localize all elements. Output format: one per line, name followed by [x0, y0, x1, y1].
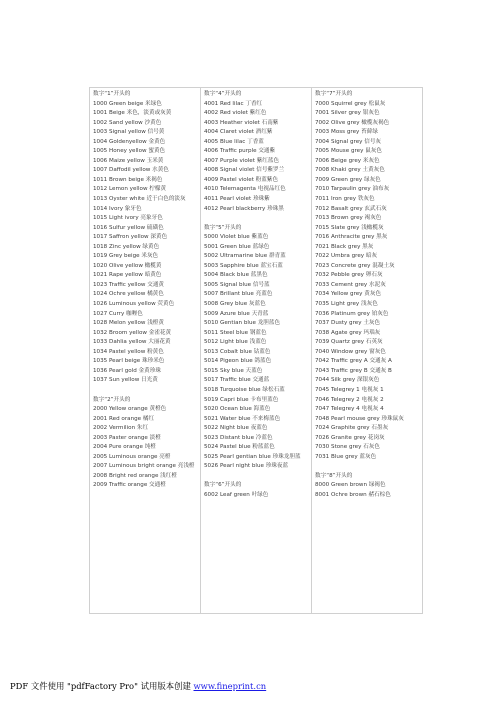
color-entry: 5001 Green blue 蓝绿色 — [204, 243, 270, 250]
color-entry: 4009 Pastel violet 粉蓝紫色 — [204, 176, 279, 183]
section-heading: 数字“8”开头的 — [315, 472, 353, 479]
section-heading: 数字“6”开头的 — [204, 482, 242, 489]
color-entry: 7042 Traffic grey A 交通灰 A — [315, 358, 392, 365]
color-entry: 7040 Window grey 窗灰色 — [315, 348, 386, 355]
color-entry: 1034 Pastel yellow 粉黄色 — [93, 348, 164, 355]
color-entry: 4004 Claret violet 酒红紫 — [204, 129, 273, 136]
color-entry: 5024 Pastel blue 粉蓝蓝色 — [204, 444, 275, 451]
color-entry: 5021 Water blue 不来梅蓝色 — [204, 415, 281, 422]
color-entry: 1001 Beige 米色，淡黄或灰黄 — [93, 110, 172, 117]
color-entry: 5026 Pearl night blue 珍珠夜蓝 — [204, 463, 289, 470]
color-entry: 5019 Capri blue 卡布里蓝色 — [204, 396, 279, 403]
section-heading: 数字“7”开头的 — [315, 91, 353, 97]
color-entry: 1033 Dahlia yellow 大丽花黄 — [93, 339, 171, 346]
color-entry: 2007 Luminous bright orange 亮浅橙 — [93, 463, 195, 470]
color-entry: 7000 Squirrel grey 松鼠灰 — [315, 100, 386, 107]
color-entry: 5014 Pigeon blue 鸽蓝色 — [204, 358, 272, 365]
color-entry: 1007 Daffodil yellow 水黄色 — [93, 167, 169, 174]
color-code-table — [89, 87, 423, 614]
color-entry: 7033 Cement grey 水泥灰 — [315, 281, 386, 288]
color-entry: 5020 Ocean blue 海蓝色 — [204, 406, 271, 413]
color-entry: 4010 Telemagenta 电视品红色 — [204, 186, 286, 193]
color-entry: 5000 Violet blue 紫蓝色 — [204, 234, 269, 241]
color-entry: 7008 Khaki grey 土黄灰色 — [315, 167, 385, 174]
color-entry: 7015 Slate grey 浅橄榄灰 — [315, 224, 384, 231]
color-entry: 5009 Azure blue 天青蓝 — [204, 310, 269, 317]
section-heading: 数字“2”开头的 — [93, 396, 131, 403]
color-entry: 2009 Traffic orange 交通橙 — [93, 482, 166, 489]
color-entry: 7006 Beige grey 米灰色 — [315, 157, 380, 164]
color-entry: 1013 Oyster white 近于白色的淡灰 — [93, 196, 186, 203]
color-entry: 7038 Agate grey 玛瑙灰 — [315, 329, 381, 336]
section-heading: 数字“4”开头的 — [204, 91, 242, 97]
footer-text: PDF 文件使用 "pdfFactory Pro" 试用版本创建 — [10, 681, 194, 691]
color-entry: 5012 Light blue 浅蓝色 — [204, 339, 267, 346]
color-entry: 8001 Ochre brown 赭石棕色 — [315, 491, 391, 498]
color-entry: 7001 Silver grey 银灰色 — [315, 110, 380, 117]
footer-link[interactable]: www.fineprint.cn — [193, 681, 267, 691]
color-entry: 5017 Traffic blue 交通蓝 — [204, 377, 270, 384]
color-entry: 5018 Turquoise blue 绿松石蓝 — [204, 386, 285, 393]
color-entry: 5003 Sapphire blue 蓝宝石蓝 — [204, 262, 283, 269]
color-entry: 1003 Signal yellow 信号黄 — [93, 129, 165, 136]
color-entry: 5010 Gentian blue 龙胆蓝色 — [204, 320, 281, 327]
color-entry: 1016 Sulfur yellow 硫磺色 — [93, 224, 164, 231]
color-entry: 2001 Red orange 橘红 — [93, 415, 155, 422]
color-entry: 7030 Stone grey 石灰色 — [315, 444, 380, 451]
color-entry: 5005 Signal blue 信号蓝 — [204, 281, 270, 288]
color-entry: 7045 Telegrey 1 电视灰 1 — [315, 386, 384, 393]
color-entry: 1005 Honey yellow 蜜黄色 — [93, 148, 166, 155]
color-entry: 7046 Telegrey 2 电视灰 2 — [315, 396, 384, 403]
color-entry: 1019 Grey beige 米灰色 — [93, 253, 159, 260]
color-entry: 7010 Tarpaulin grey 油布灰 — [315, 186, 390, 193]
color-entry: 1006 Maize yellow 玉米黄 — [93, 157, 164, 164]
color-entry: 7021 Black grey 黑灰 — [315, 243, 374, 250]
color-entry: 1037 Sun yellow 日光黄 — [93, 377, 158, 384]
color-entry: 5002 Ultramarine blue 群青蓝 — [204, 253, 286, 260]
pdf-footer — [10, 680, 266, 692]
color-entry: 7032 Pebble grey 卵石灰 — [315, 272, 383, 279]
spacer — [315, 462, 420, 472]
color-entry: 4008 Signal violet 信号紫罗兰 — [204, 167, 285, 174]
spacer — [204, 214, 309, 224]
color-entry: 7005 Mouse grey 鼠灰色 — [315, 148, 382, 155]
color-entry: 7004 Signal grey 信号灰 — [315, 138, 382, 145]
spacer — [93, 386, 198, 396]
color-entry: 2000 Yellow orange 黄橙色 — [93, 406, 167, 413]
color-entry: 5015 Sky blue 天蓝色 — [204, 367, 263, 374]
color-entry: 4001 Red lilac 丁香红 — [204, 100, 263, 107]
color-entry: 4011 Pearl violet 珍珠紫 — [204, 196, 270, 203]
color-entry: 1015 Light ivory 亮象牙色 — [93, 215, 163, 222]
color-entry: 4012 Pearl blackberry 珍珠黑 — [204, 205, 284, 212]
color-entry: 5022 Night blue 夜蓝色 — [204, 425, 268, 432]
color-entry: 4003 Heather violet 石南紫 — [204, 119, 279, 126]
color-entry: 2004 Pure orange 纯橙 — [93, 444, 156, 451]
color-entry: 5011 Steel blue 钢蓝色 — [204, 329, 267, 336]
color-entry: 7023 Concrete grey 混凝土灰 — [315, 262, 395, 269]
color-entry: 4007 Purple violet 紫红蓝色 — [204, 157, 280, 164]
table-column-1 — [90, 88, 201, 613]
color-entry: 7002 Olive grey 橄榄灰褐色 — [315, 119, 390, 126]
color-entry: 2003 Paster orange 淡橙 — [93, 434, 161, 441]
color-entry: 7031 Blue grey 蓝灰色 — [315, 453, 377, 460]
color-entry: 1021 Rape yellow 暗黄色 — [93, 272, 162, 279]
color-entry: 7026 Granite grey 花岗灰 — [315, 434, 385, 441]
color-entry: 4006 Traffic purple 交通紫 — [204, 148, 276, 155]
color-entry: 5023 Distant blue 冷蓝色 — [204, 434, 273, 441]
color-entry: 5008 Grey blue 灰蓝色 — [204, 301, 266, 308]
color-entry: 1036 Pearl gold 金黄珍珠 — [93, 367, 161, 374]
color-entry: 1017 Saffron yellow 深黄色 — [93, 234, 168, 241]
color-entry: 1002 Sand yellow 沙黄色 — [93, 119, 162, 126]
color-entry: 7047 Telegrey 4 电视灰 4 — [315, 406, 384, 413]
color-entry: 7035 Light grey 浅灰色 — [315, 301, 378, 308]
color-entry: 7044 Silk grey 深银灰色 — [315, 377, 380, 384]
color-entry: 1027 Curry 咖喱色 — [93, 310, 143, 317]
color-entry: 7043 Traffic grey B 交通灰 B — [315, 367, 392, 374]
color-entry: 7048 Pearl mouse grey 珍珠鼠灰 — [315, 415, 404, 422]
color-entry: 1000 Green beige 米绿色 — [93, 100, 162, 107]
color-entry: 7013 Brown grey 褐灰色 — [315, 215, 382, 222]
color-entry: 1023 Traffic yellow 交通黄 — [93, 281, 165, 288]
color-entry: 1028 Melon yellow 浅橙黄 — [93, 320, 164, 327]
color-entry: 7012 Basalt grey 玄武石灰 — [315, 205, 387, 212]
spacer — [204, 472, 309, 482]
color-entry: 7022 Umbra grey 暗灰 — [315, 253, 378, 260]
color-entry: 7037 Dusty grey 土灰色 — [315, 320, 381, 327]
color-entry: 7011 Iron grey 铁灰色 — [315, 196, 375, 203]
color-entry: 1014 Ivory 象牙色 — [93, 205, 142, 212]
color-entry: 7009 Green grey 绿灰色 — [315, 176, 381, 183]
color-entry: 7024 Graphite grey 石墨灰 — [315, 425, 389, 432]
color-entry: 1011 Brown beige 米褐色 — [93, 176, 163, 183]
color-entry: 7016 Anthracite grey 黑灰 — [315, 234, 388, 241]
color-entry: 4005 Blue lilac 丁香蓝 — [204, 138, 264, 145]
color-entry: 1026 Luminous yellow 荧黄色 — [93, 301, 175, 308]
color-entry: 5025 Pearl gentian blue 珍珠龙胆蓝 — [204, 453, 301, 460]
color-entry: 6002 Leaf green 叶绿色 — [204, 491, 269, 498]
color-entry: 1018 Zinc yellow 绿黄色 — [93, 243, 160, 250]
color-entry: 7003 Moss grey 苔藓绿 — [315, 129, 378, 136]
color-entry: 5004 Black blue 蓝黑色 — [204, 272, 268, 279]
table-column-3 — [312, 88, 423, 613]
section-heading: 数字“1”开头的 — [93, 91, 131, 97]
color-entry: 1035 Pearl beige 珠珍米色 — [93, 358, 165, 365]
color-entry: 1032 Broom yellow 金雀花黄 — [93, 329, 172, 336]
color-entry: 1012 Lemon yellow 柠檬黄 — [93, 186, 167, 193]
color-entry: 8000 Green brown 绿褐色 — [315, 482, 386, 489]
color-entry: 7034 Yellow grey 黄灰色 — [315, 291, 382, 298]
color-entry: 7039 Quartz grey 石英灰 — [315, 339, 383, 346]
color-entry: 1020 Olive yellow 橄榄黄 — [93, 262, 162, 269]
color-entry: 1004 Goldenyellow 金黄色 — [93, 138, 166, 145]
color-entry: 1024 Ochre yellow 橘黄色 — [93, 291, 164, 298]
color-entry: 7036 Platinum grey 铂灰色 — [315, 310, 389, 317]
color-entry: 2005 Luminous orange 亮橙 — [93, 453, 171, 460]
color-entry: 5007 Brillant blue 亮蓝色 — [204, 291, 273, 298]
color-entry: 2002 Vermilion 朱红 — [93, 425, 149, 432]
table-column-2 — [201, 88, 312, 613]
color-entry: 4002 Red violet 紫红色 — [204, 110, 267, 117]
section-heading: 数字“5”开头的 — [204, 224, 242, 231]
color-entry: 2008 Bright red orange 浅红橙 — [93, 472, 177, 479]
color-entry: 5013 Cobalt blue 钴蓝色 — [204, 348, 271, 355]
